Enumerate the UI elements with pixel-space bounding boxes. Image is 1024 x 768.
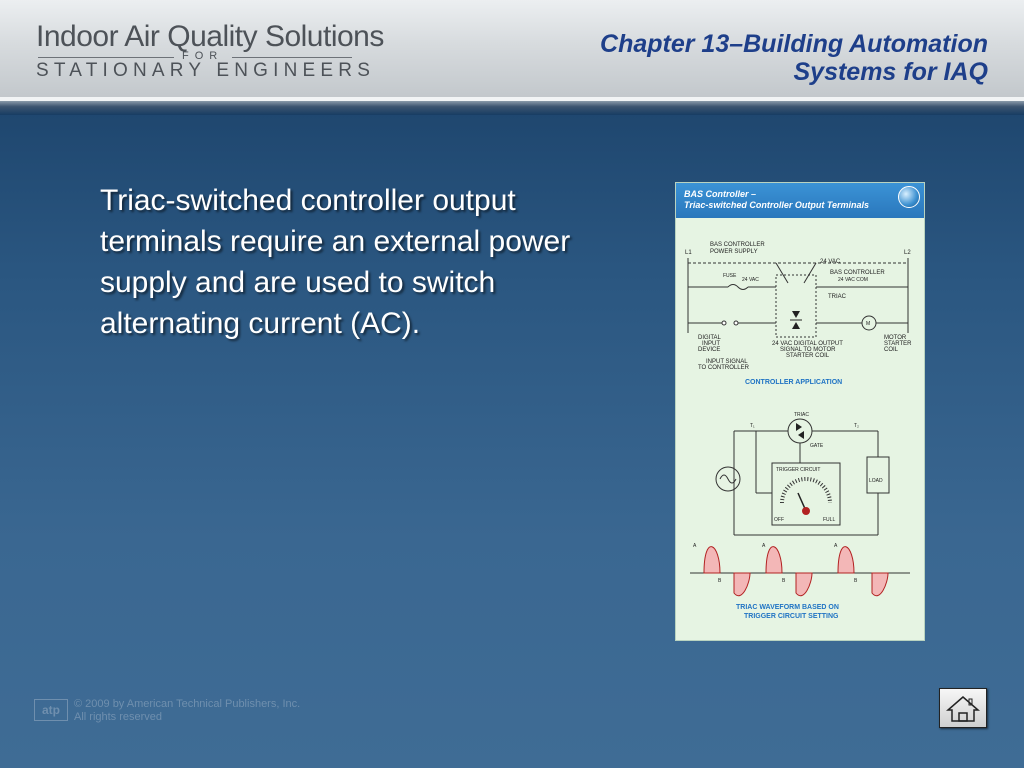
atp-logo: atp [34,699,68,721]
label-output-2: SIGNAL TO MOTOR [780,347,836,353]
copyright-text [74,698,300,724]
wave-label-b1: B [718,578,722,584]
label-triac-2: TRIAC [794,412,809,418]
caption-controller-application: CONTROLLER APPLICATION [745,379,843,386]
home-button[interactable] [939,688,987,728]
figure-title-line1: BAS Controller – [684,189,757,199]
figure-title-line2: Triac-switched Controller Output Terminals [684,200,870,210]
wave-label-b3: B [854,578,858,584]
label-output-1: 24 VAC DIGITAL OUTPUT [772,341,843,347]
label-motor-3: COIL [884,347,899,353]
label-input-signal-2: TO CONTROLLER [698,365,749,371]
slide-body-text: Triac-switched controller output terminals require an external power supply and are used to switch alternating current (AC). [100,184,571,340]
copyright-line2: All rights reserved [74,711,163,723]
label-output-3: STARTER COIL [786,353,830,359]
wave-label-a2: A [762,543,766,549]
label-bas-controller: BAS CONTROLLER [830,270,885,276]
label-digital-1: DIGITAL [698,335,721,341]
wave-label-b2: B [782,578,786,584]
label-trigger-circuit: TRIGGER CIRCUIT [776,467,821,473]
label-l2: L2 [904,250,911,256]
label-24vac-com: 24 VAC COM [838,277,868,283]
caption-waveform-2: TRIGGER CIRCUIT SETTING [744,613,839,620]
label-power-supply-2: POWER SUPPLY [710,249,758,255]
label-24vac: 24 VAC [820,259,841,265]
label-input-signal-1: INPUT SIGNAL [706,359,748,365]
logo-subtitle: STATIONARY ENGINEERS [36,60,376,81]
label-digital-2: INPUT [702,341,720,347]
label-digital-3: DEVICE [698,347,721,353]
copyright-line1: © 2009 by American Technical Publishers, Inc. [74,698,301,710]
label-gate: GATE [810,443,824,449]
header-bar [0,0,1024,97]
wave-label-a3: A [834,543,838,549]
label-t1: T₁ [750,423,755,429]
label-triac: TRIAC [828,294,846,300]
logo-for: FOR [182,50,224,62]
chapter-title-line1: Chapter 13–Building Automation [600,30,988,58]
bas-controller-figure [675,182,925,641]
label-24vac-small: 24 VAC [742,277,759,283]
home-icon [940,689,986,727]
label-l1: L1 [685,250,692,256]
chapter-title-line2: Systems for IAQ [793,58,988,86]
label-off: OFF [774,517,784,523]
logo-divider-left [38,57,174,58]
label-t2: T₂ [854,423,859,429]
header-shadow [0,101,1024,115]
label-load: LOAD [869,478,883,484]
caption-waveform-1: TRIAC WAVEFORM BASED ON [736,604,839,611]
logo-title: Indoor Air Quality Solutions [36,20,384,53]
wave-label-a1: A [693,543,697,549]
label-motor-m: M [866,321,871,327]
label-motor-1: MOTOR [884,335,907,341]
label-full: FULL [823,517,836,523]
label-fuse: FUSE [723,273,737,279]
label-motor-2: STARTER [884,341,912,347]
chapter-title [600,30,988,86]
label-power-supply-1: BAS CONTROLLER [710,242,765,248]
figure-diagram [676,183,924,640]
logo-divider-right [232,57,352,58]
